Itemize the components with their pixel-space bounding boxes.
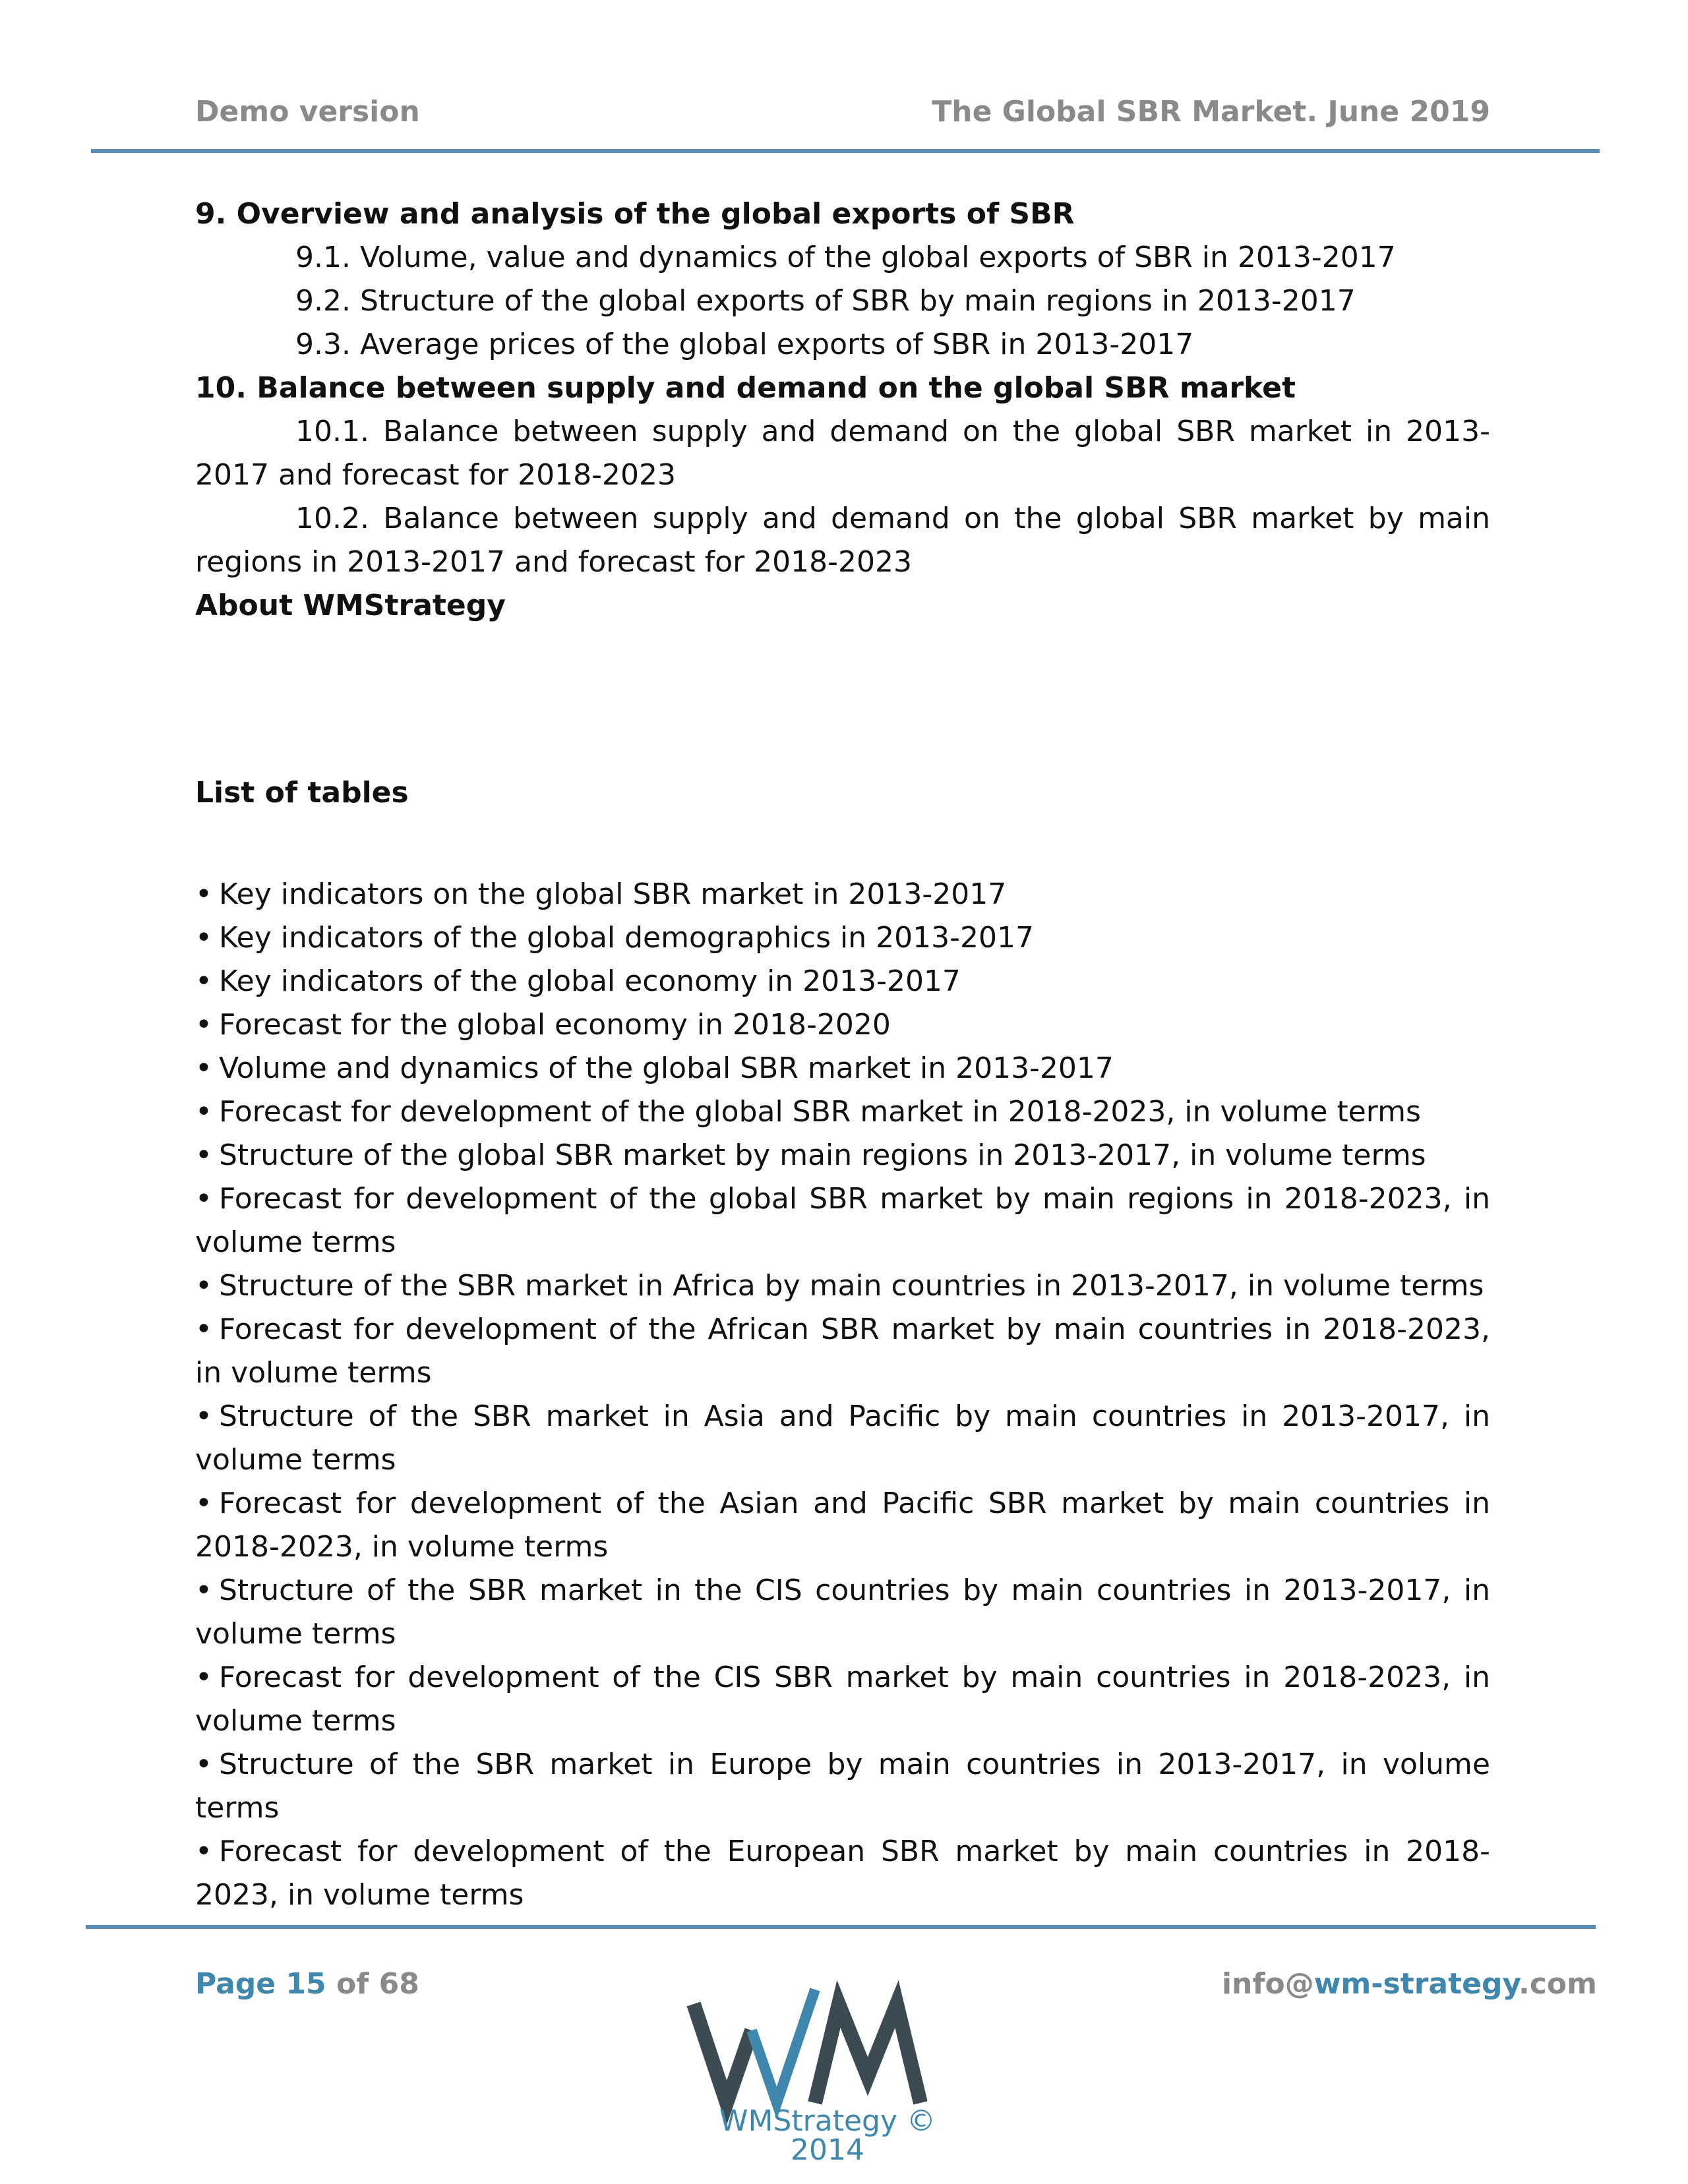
list-item: • Key indicators of the global demographics in 2013-2017	[195, 916, 1490, 960]
tables-list	[195, 873, 1490, 1917]
list-item: • Structure of the SBR market in Africa by main countries in 2013-2017, in volume terms	[195, 1264, 1490, 1308]
footer-divider	[86, 1925, 1596, 1929]
list-item: • Forecast for development of the global SBR market in 2018-2023, in volume terms	[195, 1090, 1490, 1134]
list-item: • Key indicators of the global economy in 2013-2017	[195, 960, 1490, 1003]
list-item: • Volume and dynamics of the global SBR market in 2013-2017	[195, 1047, 1490, 1090]
toc-item-10-2: 10.2. Balance between supply and demand on the global SBR market by main regions in 2013-2017 and forecast for 2018-2023	[195, 502, 1490, 579]
toc-item-9-1: 9.1. Volume, value and dynamics of the global exports of SBR in 2013-2017	[295, 241, 1396, 274]
bullet-icon: •	[195, 1748, 212, 1781]
bullet-icon: •	[195, 1835, 212, 1868]
list-item: • Forecast for development of the African SBR market by main countries in 2018-2023, in volume terms	[195, 1308, 1490, 1395]
toc-about: About WMStrategy	[195, 589, 506, 622]
list-item: • Forecast for development of the CIS SBR market by main countries in 2018-2023, in volume terms	[195, 1656, 1490, 1743]
bullet-icon: •	[195, 921, 212, 955]
bullet-icon: •	[195, 1661, 212, 1694]
bullet-icon: •	[195, 1182, 212, 1216]
bullet-icon: •	[195, 964, 212, 998]
tables-heading: List of tables	[195, 776, 409, 810]
bullet-icon: •	[195, 1313, 212, 1346]
list-item: • Structure of the SBR market in the CIS countries by main countries in 2013-2017, in volume terms	[195, 1569, 1490, 1656]
bullet-icon: •	[195, 1487, 212, 1520]
logo-caption: WMStrategy © 2014	[719, 2104, 936, 2167]
bullet-icon: •	[195, 1574, 212, 1607]
toc-item-10-1: 10.1. Balance between supply and demand on the global SBR market in 2013-2017 and forecast for 2018-2023	[195, 415, 1490, 492]
list-item: • Key indicators on the global SBR market in 2013-2017	[195, 873, 1490, 916]
list-item: • Forecast for development of the Asian and Pacific SBR market by main countries in 2018-2023, in volume terms	[195, 1482, 1490, 1569]
contact-email[interactable]: info@wm-strategy.com	[1221, 1967, 1597, 2001]
bullet-icon: •	[195, 1400, 212, 1433]
page-number: Page 15 of 68	[195, 1967, 419, 2001]
bullet-icon: •	[195, 1138, 212, 1172]
bullet-icon: •	[195, 877, 212, 911]
bullet-icon: •	[195, 1269, 212, 1303]
list-item: • Structure of the SBR market in Asia and Pacific by main countries in 2013-2017, in volume terms	[195, 1395, 1490, 1482]
bullet-icon: •	[195, 1008, 212, 1042]
list-item: • Structure of the global SBR market by main regions in 2013-2017, in volume terms	[195, 1134, 1490, 1177]
header-left: Demo version	[195, 95, 420, 129]
list-item: • Structure of the SBR market in Europe by main countries in 2013-2017, in volume terms	[195, 1743, 1490, 1830]
page-content	[195, 192, 1490, 1917]
toc-section-9: 9. Overview and analysis of the global exports of SBR	[195, 197, 1075, 231]
header-right: The Global SBR Market. June 2019	[932, 95, 1490, 129]
header-divider	[91, 149, 1600, 153]
list-item: • Forecast for the global economy in 2018-2020	[195, 1003, 1490, 1047]
list-item: • Forecast for development of the global SBR market by main regions in 2018-2023, in volume terms	[195, 1177, 1490, 1264]
toc-item-9-3: 9.3. Average prices of the global exports of SBR in 2013-2017	[295, 328, 1194, 361]
bullet-icon: •	[195, 1051, 212, 1085]
toc-item-9-2: 9.2. Structure of the global exports of SBR by main regions in 2013-2017	[295, 284, 1356, 318]
toc-section-10: 10. Balance between supply and demand on the global SBR market	[195, 371, 1296, 405]
list-item: • Forecast for development of the European SBR market by main countries in 2018-2023, in volume terms	[195, 1830, 1490, 1917]
bullet-icon: •	[195, 1095, 212, 1129]
